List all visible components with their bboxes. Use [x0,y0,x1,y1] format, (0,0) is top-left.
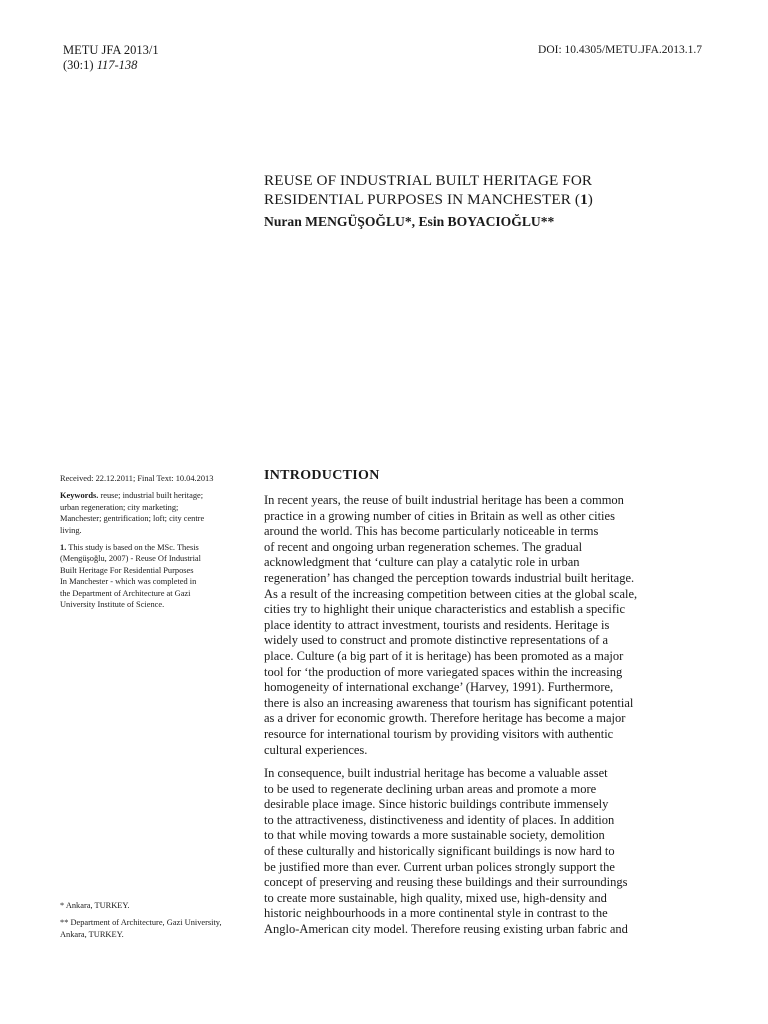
text-line: as a driver for economic growth. Therefore heritage has become a major [264,711,626,726]
text-line: to be used to regenerate declining urban areas and promote a more [264,781,597,796]
text-line: In consequence, built industrial heritage has become a valuable asset [264,766,608,781]
affiliation-2-line: ** Department of Architecture, Gazi University, [60,918,222,928]
footnote-1-label: 1. [60,543,67,553]
section-heading-introduction: INTRODUCTION [264,468,380,483]
text-line: around the world. This has become particularly noticeable in terms [264,524,599,539]
title-line-2-text: RESIDENTIAL PURPOSES IN MANCHESTER ( [264,191,581,208]
text-line: to the attractiveness, distinctiveness and identity of places. In addition [264,812,615,827]
text-line: As a result of the increasing competition between cities at the global scale, [264,586,638,601]
journal-issue [63,58,159,73]
text-line: regeneration’ has changed the perception towards industrial built heritage. [264,570,635,585]
text-line: to that while moving towards a more sustainable society, demolition [264,828,605,843]
paragraph-2 [264,766,714,938]
authors: Nuran MENGÜŞOĞLU*, Esin BOYACIOĞLU** [264,214,555,229]
text-line: of these culturally and historically significant buildings is now hard to [264,844,615,859]
text-line: of recent and ongoing urban regeneration schemes. The gradual [264,539,583,554]
paragraph-1 [264,493,714,758]
footnote-line: (Mengüşoğlu, 2007) - Reuse Of Industrial [60,554,201,564]
keywords-line: reuse; industrial built heritage; [98,491,204,501]
text-line: tool for ‘the production of more variegated spaces within the increasing [264,664,623,679]
text-line: cities try to highlight their unique characteristics and establish a specific [264,602,625,617]
text-line: practice in a growing number of cities in Britain as well as other cities [264,508,615,523]
text-line: there is also an increasing awareness that tourism has significant potential [264,695,634,710]
keywords [60,490,255,536]
text-line: concept of preserving and reusing these buildings and their surroundings [264,875,628,890]
footnote-line: Built Heritage For Residential Purposes [60,565,194,575]
title-line-2-close: ) [587,191,593,208]
affiliation-2-line: Ankara, TURKEY. [60,929,124,939]
text-line: historic neighbourhoods in a more continental style in contrast to the [264,906,608,921]
article-title-block [264,171,714,230]
text-line: place. Culture (a big part of it is heritage) has been promoted as a major [264,648,624,663]
text-line: Anglo-American city model. Therefore reusing existing urban fabric and [264,922,628,937]
text-line: place identity to attract investment, tourists and residents. Heritage is [264,617,610,632]
text-line: be justified more than ever. Current urban polices strongly support the [264,859,615,874]
keywords-line: urban regeneration; city marketing; [60,502,179,512]
footnote-1 [60,542,255,610]
footnote-line: the Department of Architecture at Gazi [60,588,191,598]
affiliation-2 [60,917,255,940]
received-dates: Received: 22.12.2011; Final Text: 10.04.2013 [60,474,214,483]
issue-number: (30:1) [63,58,94,72]
footnote-line: University Institute of Science. [60,600,165,610]
keywords-line: living. [60,525,82,535]
keywords-label: Keywords. [60,491,99,501]
text-line: widely used to construct and promote distinctive representations of a [264,633,609,648]
text-line: In recent years, the reuse of built industrial heritage has been a common [264,493,624,507]
article-title-line-2 [264,190,714,209]
affiliation-1: * Ankara, TURKEY. [60,901,130,910]
footnote-line: In Manchester - which was completed in [60,577,197,587]
keywords-line: Manchester; gentrification; loft; city centre [60,514,205,524]
journal-info [63,43,159,73]
text-line: homogeneity of international exchange’ (Harvey, 1991). Furthermore, [264,680,614,695]
text-line: resource for international tourism by providing visitors with authentic [264,726,614,741]
text-line: to create more sustainable, high quality, mixed use, high-density and [264,890,607,905]
article-title-line-1: REUSE OF INDUSTRIAL BUILT HERITAGE FOR [264,172,593,189]
page-range: 117-138 [96,58,138,72]
main-text [264,467,714,946]
doi[interactable]: DOI: 10.4305/METU.JFA.2013.1.7 [538,44,702,56]
text-line: desirable place image. Since historic buildings contribute immensely [264,797,609,812]
sidebar-notes [60,473,255,616]
footnote-line: This study is based on the MSc. Thesis [66,543,199,553]
text-line: cultural experiences. [264,742,368,757]
journal-name: METU JFA 2013/1 [63,43,159,57]
text-line: acknowledgment that ‘culture can play a catalytic role in urban [264,555,580,570]
author-affiliations [60,900,255,946]
footnote-ref-1[interactable]: 1 [580,191,588,208]
